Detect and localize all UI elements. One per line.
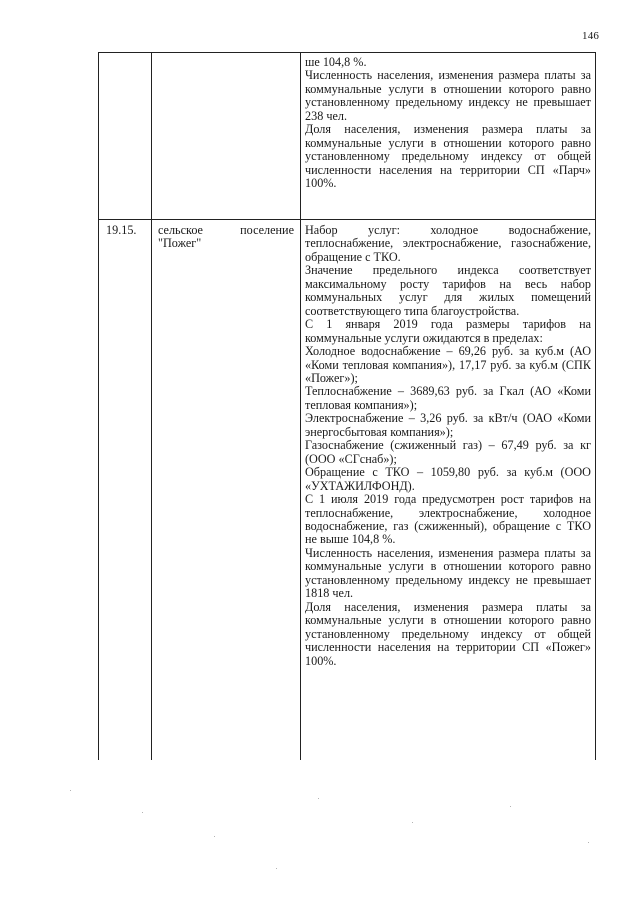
description-paragraph: Набор услуг: холодное водоснабжение, теплоснабжение, электроснабжение, газоснабжение, обращение с ТКО. (305, 223, 591, 264)
description-paragraph: Газоснабжение (сжиженный газ) – 67,49 руб. за кг (ООО «СГснаб»); (305, 438, 591, 466)
description-paragraph: Теплоснабжение – 3689,63 руб. за Гкал (АО «Коми тепловая компания»); (305, 384, 591, 412)
scan-noise (510, 806, 511, 807)
page-number: 146 (582, 30, 600, 42)
settlement-name-line2: "Пожег" (158, 236, 202, 251)
table-border-left (98, 52, 99, 760)
description-paragraph: Холодное водоснабжение – 69,26 руб. за куб.м (АО «Коми тепловая компания»), 17,17 руб. за куб.м (СПК «Пожег»); (305, 344, 591, 385)
scan-noise (318, 798, 319, 799)
prev-row-text: Доля населения, изменения размера платы за коммунальные услуги в отношении которого равно установленному предельному индексу от общей численности населения на территории СП «Парч» 100%. (305, 122, 591, 191)
description-paragraph: С 1 января 2019 года размеры тарифов на коммунальные услуги ожидаются в пределах: (305, 317, 591, 345)
tariff-table (98, 52, 596, 760)
description-paragraph: Значение предельного индекса соответствует максимальному росту тарифов на весь набор коммунальных услуг для жилых помещений соответствующего типа благоустройства. (305, 263, 591, 318)
settlement-name (158, 224, 294, 251)
scan-noise (588, 842, 589, 843)
scan-noise (412, 822, 413, 823)
column-divider-1 (151, 52, 152, 760)
description-paragraph: Обращение с ТКО – 1059,80 руб. за куб.м (ООО «УХТАЖИЛФОНД). (305, 465, 591, 493)
description-paragraph: Доля населения, изменения размера платы за коммунальные услуги в отношении которого равно установленному предельному индексу от общей численности населения на территории СП «Пожег» 100%. (305, 599, 591, 668)
scan-noise (142, 812, 143, 813)
row-number: 19.15. (106, 223, 137, 237)
column-divider-2 (300, 52, 301, 760)
description-paragraph: С 1 июля 2019 года предусмотрен рост тарифов на теплоснабжение, электроснабжение, холодное водоснабжение, газ (сжиженный), обращение с ТКО не выше 104,8 %. (305, 492, 591, 547)
row-divider (98, 219, 596, 220)
description-paragraph: Электроснабжение – 3,26 руб. за кВт/ч (ОАО «Коми энергосбытовая компания»); (305, 411, 591, 439)
description-paragraph: Численность населения, изменения размера платы за коммунальные услуги в отношении которого равно установленному предельному индексу не превышает 1818 чел. (305, 545, 591, 601)
prev-row-description (305, 56, 591, 191)
table-border-right (595, 52, 596, 760)
scan-noise (70, 790, 71, 791)
row-description (305, 224, 591, 668)
prev-row-text: ше 104,8 %. (305, 55, 367, 69)
scan-noise (214, 836, 215, 837)
settlement-name-line1: сельское поселение (158, 223, 294, 237)
prev-row-text: Численность населения, изменения размера платы за коммунальные услуги в отношении которого равно установленному предельному индексу не превышает 238 чел. (305, 68, 591, 123)
table-border-top (98, 52, 596, 53)
scan-noise (276, 868, 277, 869)
